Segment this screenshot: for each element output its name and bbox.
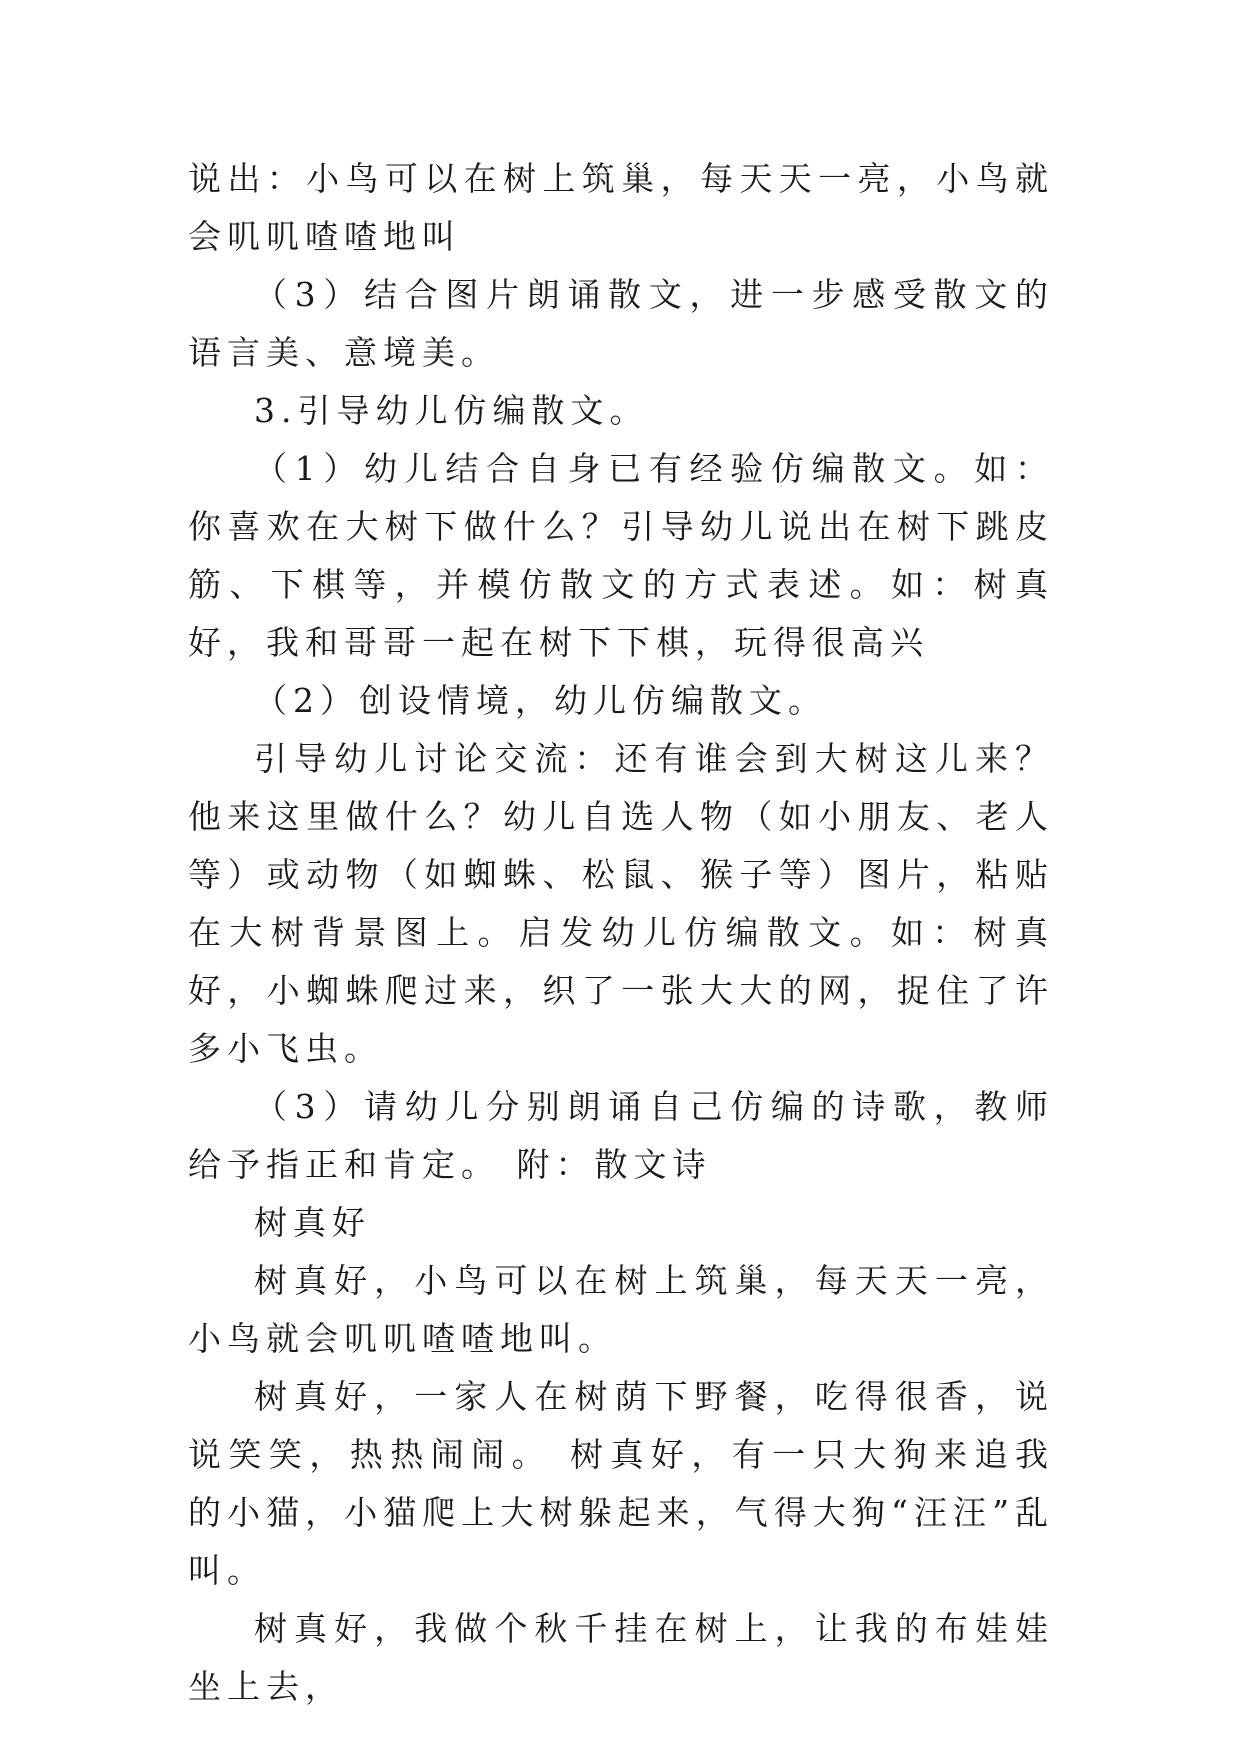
paragraph-5: （2）创设情境，幼儿仿编散文。 bbox=[254, 681, 827, 720]
poem-stanza-2: 树真好，一家人在树荫下野餐，吃得很香，说说笑笑，热热闹闹。 树真好，有一只大狗来追我的小猫，小猫爬上大树躲起来，气得大狗“汪汪”乱叫。 bbox=[188, 1377, 1054, 1590]
poem-title: 树真好 bbox=[254, 1203, 371, 1242]
paragraph-2: （3）结合图片朗诵散文，进一步感受散文的语言美、意境美。 bbox=[188, 275, 1054, 372]
poem-stanza-1: 树真好，小鸟可以在树上筑巢，每天天一亮，小鸟就会叽叽喳喳地叫。 bbox=[188, 1261, 1054, 1358]
paragraph-6: 引导幼儿讨论交流：还有谁会到大树这儿来？他来这里做什么？幼儿自选人物（如小朋友、老人等）或动物（如蜘蛛、松鼠、猴子等）图片，粘贴在大树背景图上。启发幼儿仿编散文。如：树真好，小蜘蛛爬过来，织了一张大大的网，捉住了许多小飞虫。 bbox=[188, 739, 1054, 1068]
document-body bbox=[188, 150, 1054, 1716]
paragraph-4: （1）幼儿结合自身已有经验仿编散文。如：你喜欢在大树下做什么？引导幼儿说出在树下跳皮筋、下棋等，并模仿散文的方式表述。如：树真好，我和哥哥一起在树下下棋，玩得很高兴 bbox=[188, 449, 1054, 662]
poem-stanza-3: 树真好，我做个秋千挂在树上，让我的布娃娃坐上去， bbox=[188, 1609, 1054, 1706]
paragraph-1: 说出：小鸟可以在树上筑巢，每天天一亮，小鸟就会叽叽喳喳地叫 bbox=[188, 159, 1054, 256]
paragraph-3: 3.引导幼儿仿编散文。 bbox=[254, 391, 649, 430]
paragraph-7: （3）请幼儿分别朗诵自己仿编的诗歌，教师给予指正和肯定。 附：散文诗 bbox=[188, 1087, 1054, 1184]
